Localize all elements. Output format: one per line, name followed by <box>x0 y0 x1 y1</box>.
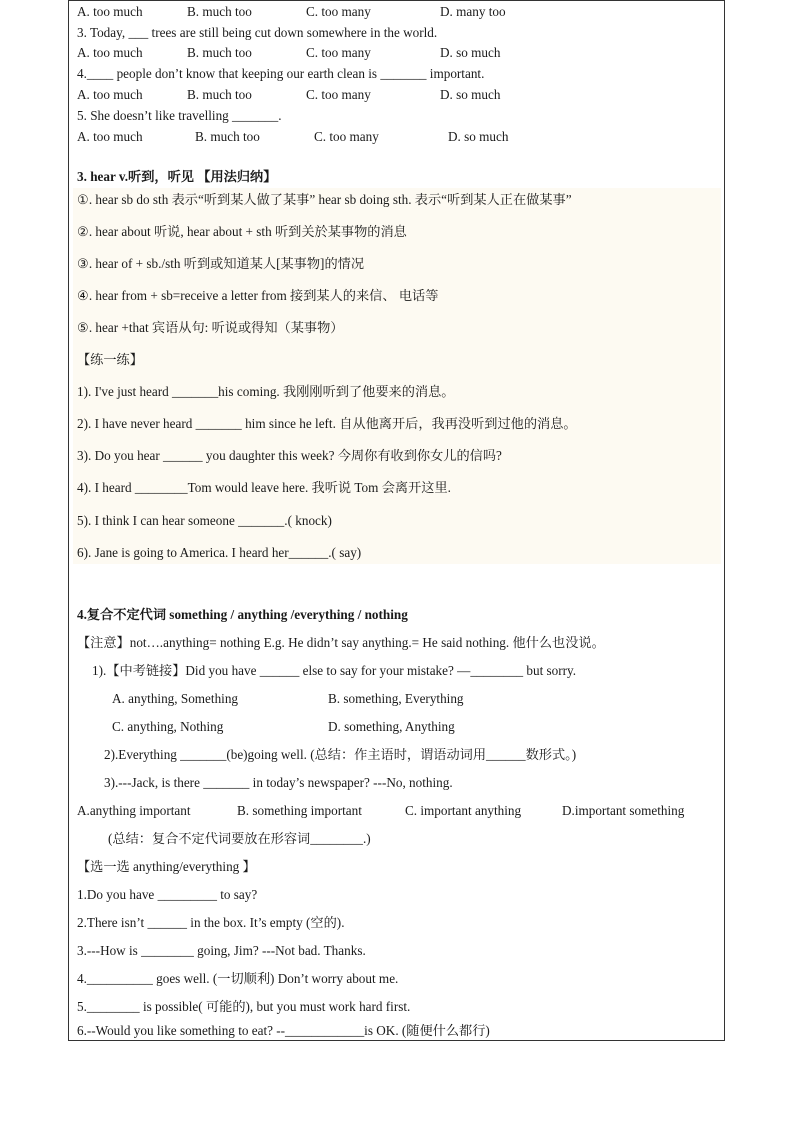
practice-item-1: 1). I've just heard _______his coming. 我刚刚听到了他要来的消息。 <box>77 384 455 399</box>
q5-option-a: A. too much <box>77 129 143 144</box>
choose-item-4: 4.__________ goes well. (一切顺利) Don’t worry about me. <box>77 971 399 986</box>
sec4-q1-option-b: B. something, Everything <box>328 691 464 706</box>
question-5: 5. She doesn’t like travelling _______. <box>77 108 282 123</box>
sec4-question-1: 1).【中考链接】Did you have ______ else to say for your mistake? —________ but sorry. <box>92 663 577 678</box>
sec4-q1-option-c: C. anything, Nothing <box>112 719 224 734</box>
practice-item-6: 6). Jane is going to America. I heard her______.( say) <box>77 545 362 560</box>
option-b: B. much too <box>187 4 252 19</box>
practice-item-3: 3). Do you hear ______ you daughter this week? 今周你有收到你女儿的信吗? <box>77 448 502 463</box>
section-4-note: 【注意】not….anything= nothing E.g. He didn’t say anything.= He said nothing. 他什么也没说。 <box>77 635 605 650</box>
q5-option-d: D. so much <box>448 129 509 144</box>
choose-item-2: 2.There isn’t ______ in the box. It’s empty (空的). <box>77 915 345 930</box>
section-3-heading: 3. hear v.听到，听见 【用法归纳】 <box>77 169 277 184</box>
practice-heading: 【练一练】 <box>77 352 143 367</box>
q5-option-b: B. much too <box>195 129 260 144</box>
sec4-q1-option-d: D. something, Anything <box>328 719 455 734</box>
sec4-q3-option-b: B. something important <box>237 803 362 818</box>
sec4-summary: (总结：复合不定代词要放在形容词________.) <box>108 831 371 846</box>
q4-option-a: A. too much <box>77 87 143 102</box>
question-4: 4.____ people don’t know that keeping our earth clean is _______ important. <box>77 66 485 81</box>
q5-option-c: C. too many <box>314 129 379 144</box>
hear-rule-5: ⑤. hear +that 宾语从句: 听说或得知（某事物） <box>77 320 344 335</box>
hear-rule-3: ③. hear of + sb./sth 听到或知道某人[某事物]的情况 <box>77 256 365 271</box>
hear-rule-4: ④. hear from + sb=receive a letter from 接到某人的来信、 电话等 <box>77 288 439 303</box>
hear-rule-1: ①. hear sb do sth 表示“听到某人做了某事” hear sb doing sth. 表示“听到某人正在做某事” <box>77 192 572 207</box>
sec4-q3-option-a: A.anything important <box>77 803 191 818</box>
q3-option-b: B. much too <box>187 45 252 60</box>
question-3: 3. Today, ___ trees are still being cut down somewhere in the world. <box>77 25 438 40</box>
practice-item-5: 5). I think I can hear someone _______.( knock) <box>77 513 332 528</box>
choose-item-6: 6.--Would you like something to eat? --____________is OK. (随便什么都行) <box>77 1023 490 1038</box>
section-4-heading: 4.复合不定代词 something / anything /everything / nothing <box>77 607 408 622</box>
sec4-question-2: 2).Everything _______(be)going well. (总结：作主语时，谓语动词用______数形式。) <box>104 747 577 762</box>
q3-option-c: C. too many <box>306 45 371 60</box>
sec4-q3-option-d: D.important something <box>562 803 685 818</box>
q3-option-d: D. so much <box>440 45 501 60</box>
q4-option-c: C. too many <box>306 87 371 102</box>
choose-item-3: 3.---How is ________ going, Jim? ---Not bad. Thanks. <box>77 943 366 958</box>
hear-usage-shaded-box <box>73 188 721 564</box>
option-d: D. many too <box>440 4 506 19</box>
sec4-q1-option-a: A. anything, Something <box>112 691 239 706</box>
q3-option-a: A. too much <box>77 45 143 60</box>
choose-heading: 【选一选 anything/everything 】 <box>77 859 256 874</box>
sec4-q3-option-c: C. important anything <box>405 803 522 818</box>
q4-option-d: D. so much <box>440 87 501 102</box>
option-c: C. too many <box>306 4 371 19</box>
hear-rule-2: ②. hear about 听说, hear about + sth 听到关於某事物的消息 <box>77 224 407 239</box>
practice-item-2: 2). I have never heard _______ him since he left. 自从他离开后，我再没听到过他的消息。 <box>77 416 577 431</box>
choose-item-5: 5.________ is possible( 可能的), but you must work hard first. <box>77 999 411 1014</box>
practice-item-4: 4). I heard ________Tom would leave here. 我听说 Tom 会离开这里. <box>77 480 451 495</box>
choose-item-1: 1.Do you have _________ to say? <box>77 887 258 902</box>
option-a: A. too much <box>77 4 143 19</box>
q4-option-b: B. much too <box>187 87 252 102</box>
sec4-question-3: 3).---Jack, is there _______ in today’s newspaper? ---No, nothing. <box>104 775 453 790</box>
